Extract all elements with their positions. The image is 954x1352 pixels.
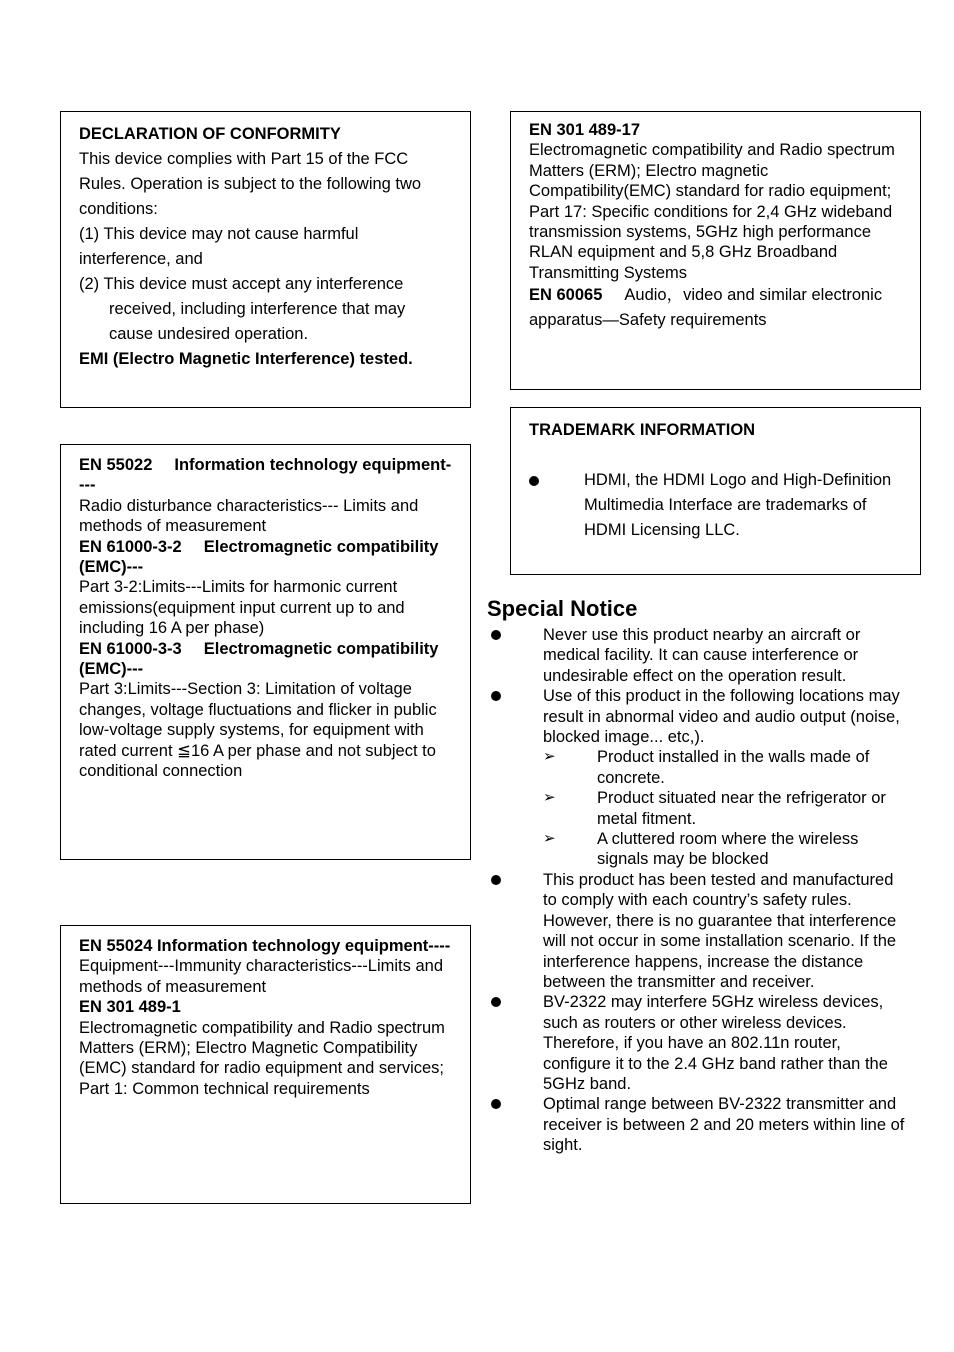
- arrow-bullet-icon: ➢: [543, 789, 556, 807]
- declaration-box: [60, 111, 471, 408]
- sub-list-item: [487, 747, 907, 788]
- arrow-bullet-icon: ➢: [543, 830, 556, 848]
- en61000-3-3-text: Part 3:Limits---Section 3: Limitation of voltage changes, voltage fluctuations and flicker in public low-voltage supply systems, for equipment with rated current ≦16 A per phase and not subject to conditional connection: [79, 680, 437, 781]
- en301489-1-text: Electromagnetic compatibility and Radio spectrum Matters (ERM); Electro Magnetic Compatibility (EMC) standard for radio equipment and services;: [79, 1018, 445, 1078]
- en55022-code: EN 55022: [79, 456, 153, 474]
- en301489-1-part: Part 1: Common technical requirements: [79, 1079, 370, 1098]
- sub-list-item: [487, 788, 907, 829]
- list-item: [487, 992, 907, 1094]
- list-item: [487, 686, 907, 747]
- en55022-heading: [79, 455, 452, 496]
- en61000-3-2-heading: [79, 537, 452, 578]
- bullet-icon: [491, 691, 501, 701]
- notice-text: Optimal range between BV-2322 transmitter and receiver is between 2 and 20 meters within line of sight.: [543, 1095, 905, 1155]
- sub-notice-text: Product installed in the walls made of concrete.: [597, 748, 870, 787]
- en301489-17-text: Electromagnetic compatibility and Radio spectrum Matters (ERM); Electro magnetic Compatibility(EMC) standard for radio equipment;: [529, 141, 895, 201]
- en61000-3-2-title: Electromagnetic compatibility (EMC)---: [79, 537, 439, 577]
- declaration-condition-1: (1) This device may not cause harmful interference, and: [79, 225, 359, 268]
- en55024-text: Equipment---Immunity characteristics---Limits and methods of measurement: [79, 957, 444, 996]
- en301489-17-box: [510, 111, 921, 390]
- list-item: [529, 468, 902, 543]
- bullet-icon: [491, 875, 501, 885]
- en301489-17-code: EN 301 489-17: [529, 121, 640, 139]
- en61000-3-2-text: Part 3-2:Limits---Limits for harmonic current emissions(equipment input current up to and including 16 A per phase): [79, 578, 405, 638]
- notice-text: Use of this product in the following locations may result in abnormal video and audio output (noise, blocked image... etc,).: [543, 687, 900, 747]
- bullet-icon: [491, 630, 501, 640]
- trademark-box: [510, 407, 921, 575]
- bullet-icon: [491, 997, 501, 1007]
- en55024-title: EN 55024 Information technology equipment----: [79, 937, 451, 955]
- en61000-3-3-title: Electromagnetic compatibility (EMC)---: [79, 639, 439, 679]
- en55022-box: [60, 444, 471, 860]
- notice-text: BV-2322 may interfere 5GHz wireless devices, such as routers or other wireless devices. Therefore, if you have an 802.11n router, configure it to the 2.4 GHz band rather than the 5GHz band.: [543, 993, 888, 1093]
- notice-text: Never use this product nearby an aircraft or medical facility. It can cause interference or undesirable effect on the operation result.: [543, 626, 861, 685]
- trademark-title: TRADEMARK INFORMATION: [529, 421, 756, 439]
- emi-tested-text: EMI (Electro Magnetic Interference) tested.: [79, 350, 413, 368]
- declaration-title: DECLARATION OF CONFORMITY: [79, 125, 341, 143]
- en60065-text: Audio，video and similar electronic apparatus—Safety requirements: [529, 286, 883, 330]
- bullet-icon: [529, 476, 539, 486]
- en60065-line: [529, 283, 902, 333]
- declaration-body: This device complies with Part 15 of the FCC Rules. Operation is subject to the following two conditions:: [79, 150, 422, 218]
- en60065-code: EN 60065: [529, 286, 603, 305]
- en301489-17-part: Part 17: Specific conditions for 2,4 GHz wideband transmission systems, 5GHz high performance RLAN equipment and 5,8 GHz Broadband Transmitting Systems: [529, 202, 893, 282]
- list-item: [487, 625, 907, 686]
- notice-text: This product has been tested and manufactured to comply with each country’s safety rules. However, there is no guarantee that interference will not occur in some installation scenario. If the interference happens, increase the distance between the transmitter and receiver.: [543, 870, 897, 991]
- sub-notice-text: A cluttered room where the wireless signals may be blocked: [597, 830, 859, 869]
- sub-list-item: [487, 829, 907, 870]
- declaration-condition-2: (2) This device must accept any interference received, including interference that may cause undesired operation.: [79, 275, 406, 343]
- arrow-bullet-icon: ➢: [543, 748, 556, 766]
- en55024-box: [60, 925, 471, 1204]
- en301489-1-code: EN 301 489-1: [79, 998, 181, 1017]
- en61000-3-3-heading: [79, 639, 452, 680]
- special-notice-title: Special Notice: [487, 596, 638, 621]
- en55022-title: Information technology equipment----: [79, 456, 452, 495]
- en61000-3-3-code: EN 61000-3-3: [79, 639, 182, 658]
- special-notice: [487, 595, 907, 1156]
- trademark-list: [529, 468, 902, 543]
- en61000-3-2-code: EN 61000-3-2: [79, 537, 182, 556]
- trademark-item-text: HDMI, the HDMI Logo and High-Definition Multimedia Interface are trademarks of HDMI Licensing LLC.: [584, 471, 892, 539]
- list-item: [487, 1094, 907, 1155]
- list-item: [487, 870, 907, 992]
- bullet-icon: [491, 1099, 501, 1109]
- sub-notice-text: Product situated near the refrigerator or metal fitment.: [597, 789, 886, 828]
- en55022-text: Radio disturbance characteristics--- Limits and methods of measurement: [79, 496, 419, 536]
